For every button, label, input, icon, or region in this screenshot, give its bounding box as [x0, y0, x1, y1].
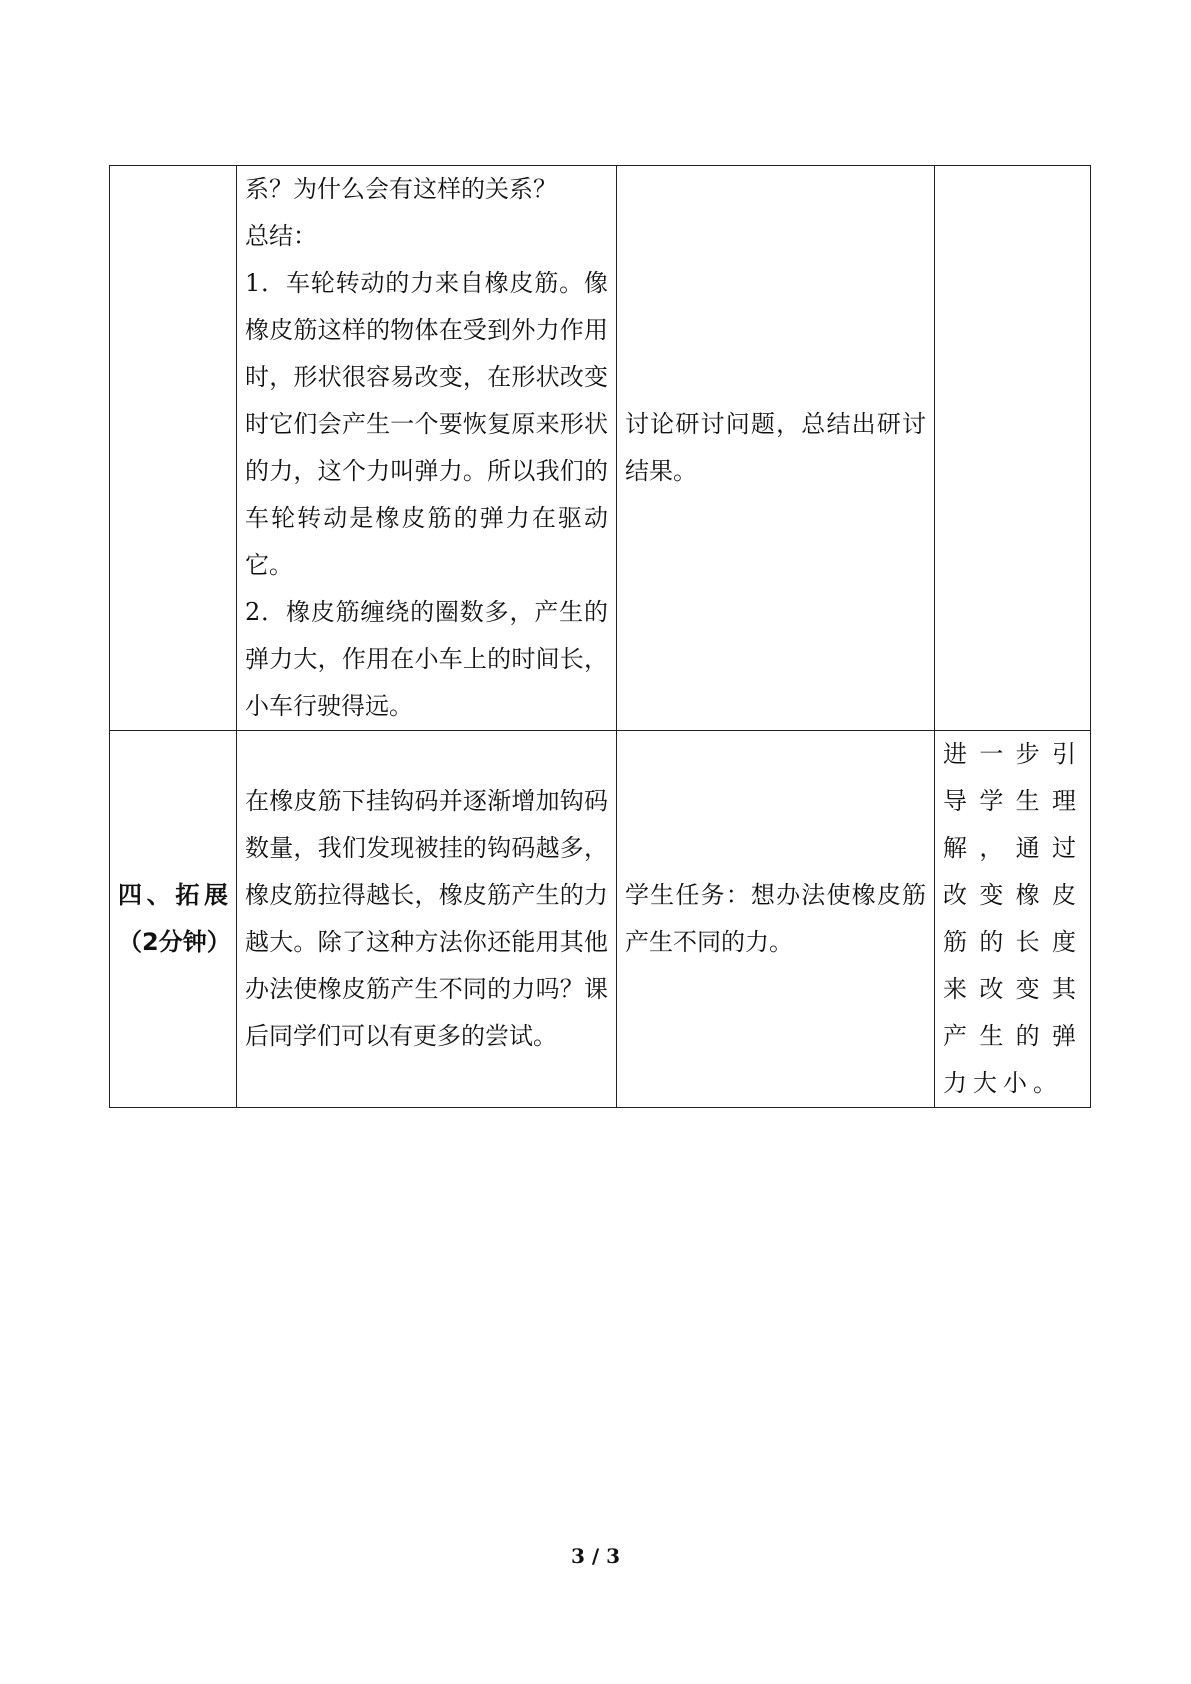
table-row [110, 731, 1091, 1108]
page-number: 3 / 3 [570, 1544, 621, 1568]
stage-cell: 四、拓展（2分钟） [110, 731, 237, 1108]
student-activity-cell: 讨论研讨问题，总结出研讨结果。 [617, 166, 935, 731]
content-paragraph: 在橡皮筋下挂钩码并逐渐增加钩码数量，我们发现被挂的钩码越多，橡皮筋拉得越长，橡皮筋产生的力越大。除了这种方法你还能用其他办法使橡皮筋产生不同的力吗？课后同学们可以有更多的尝试。 [245, 787, 608, 1050]
design-intent-cell [935, 166, 1091, 731]
design-intent-cell: 进一步引导学生理解，通过改变橡皮筋的长度来改变其产生的弹力大小。 [935, 731, 1091, 1108]
content-paragraph: 1．车轮转动的力来自橡皮筋。像橡皮筋这样的物体在受到外力作用时，形状很容易改变，在形状改变时它们会产生一个要恢复原来形状的力，这个力叫弹力。所以我们的车轮转动是橡皮筋的弹力在驱动它。 [245, 269, 608, 579]
content-paragraph: 系？为什么会有这样的关系？ [245, 175, 557, 203]
lesson-plan-table [109, 165, 1091, 1108]
content-paragraph: 总结： [245, 222, 317, 250]
stage-cell [110, 166, 237, 731]
table-row [110, 166, 1091, 731]
content-paragraph: 2．橡皮筋缠绕的圈数多，产生的弹力大，作用在小车上的时间长，小车行驶得远。 [245, 598, 608, 720]
student-activity-cell: 学生任务：想办法使橡皮筋产生不同的力。 [617, 731, 935, 1108]
content-cell [237, 166, 617, 731]
content-cell [237, 731, 617, 1108]
